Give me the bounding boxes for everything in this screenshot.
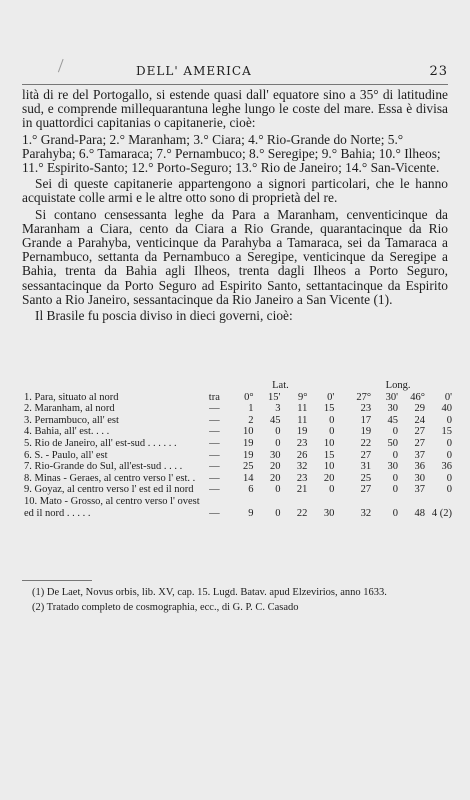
coordinate-value: 10 <box>323 461 335 473</box>
paragraph: Sei di queste capitanerie appartengono a signori particolari, che le hanno acquistate colle armi e le altre otto sono di proprietà del re. <box>22 176 448 206</box>
coordinate-value: 10 <box>243 426 254 438</box>
government-name: 5. Rio de Janeiro, all' est-sud . . . . . . <box>24 437 177 449</box>
coordinate-value: 4 (2) <box>431 507 452 519</box>
column-gap <box>334 426 344 438</box>
column-gap <box>334 403 344 415</box>
table-row <box>22 426 452 438</box>
coordinate-value: 23 <box>296 437 308 449</box>
column-gap <box>334 461 344 473</box>
body-text <box>22 88 448 325</box>
direction-cell: — <box>209 472 220 484</box>
table-header-row <box>22 380 452 392</box>
column-gap <box>334 450 344 462</box>
coordinate-value: 27 <box>414 437 425 449</box>
footnote: (2) Tratado completo de cosmographia, ecc., di G. P. C. Casado <box>32 602 299 613</box>
coordinate-value: 30' <box>385 391 398 403</box>
coordinate-value: 29 <box>414 403 425 415</box>
paragraph: lità di re del Portogallo, si estende quasi dall' equatore sino a 35° di latitudine sud, e comprende millequarantuna leghe lungo le coste del mare. Essa è divisa in quattordici capitanias o capitanerie, cioè: <box>22 87 448 131</box>
coordinate-value: 9 <box>248 507 254 519</box>
table-row <box>22 403 452 415</box>
coordinate-value: 11 <box>297 414 308 426</box>
coordinate-value: 0 <box>329 414 335 426</box>
coordinate-value: 31 <box>360 461 372 473</box>
coordinate-value: 0 <box>446 449 452 461</box>
government-name: 9. Goyaz, al centro verso l' est ed il nord <box>24 484 194 496</box>
coordinate-value: 48 <box>414 507 425 519</box>
coordinate-value: 0 <box>446 472 452 484</box>
coordinate-value: 0 <box>392 426 398 438</box>
footnotes <box>22 586 448 616</box>
coordinate-value: 2 <box>248 414 254 426</box>
government-name: 8. Minas - Geraes, al centro verso l' est. . <box>24 472 196 484</box>
coordinate-value: 22 <box>360 437 372 449</box>
coordinate-value: 30 <box>414 472 425 484</box>
coordinate-value: 0 <box>446 414 452 426</box>
coordinate-value: 3 <box>275 403 281 415</box>
coordinate-value: 24 <box>414 414 425 426</box>
table-row <box>22 415 452 427</box>
long-header: Long. <box>385 380 411 391</box>
coordinate-value: 50 <box>387 437 398 449</box>
direction-cell: — <box>209 484 220 496</box>
coordinate-value: 19 <box>243 449 254 461</box>
coordinate-value: 0' <box>327 391 335 403</box>
coordinate-value: 23 <box>360 403 372 415</box>
coordinate-value: 15 <box>441 426 452 438</box>
table-row <box>22 484 452 496</box>
direction-cell: — <box>209 461 220 473</box>
coordinate-value: 17 <box>360 414 372 426</box>
coordinate-value: 19 <box>296 426 308 438</box>
column-gap <box>334 415 344 427</box>
coordinate-value: 0 <box>392 484 398 496</box>
direction-cell: — <box>209 426 220 438</box>
direction-cell: — <box>209 414 220 426</box>
coordinate-value: 1 <box>248 403 254 415</box>
direction-cell: — <box>209 449 220 461</box>
coordinate-value: 37 <box>414 484 425 496</box>
government-name: 4. Bahia, all' est. . . . <box>24 426 110 438</box>
paragraph: Si contano censessanta leghe da Para a Maranham, cenventicinque da Maranham a Ciara, cento da Ciara a Rio Grande, quarantacinque da Rio Grande a Parahyba, venticinque da Parahyba a Tamaraca, sei da Tamaraca a Pernambuco, settanta da Pernambuco a Seregipe, venticinque da Seregipe a Bahia, trenta da Bahia agli Ilheos, trenta dagli Ilheos a Porto Seguro, sessantacinque da Porto Seguro ad Espirito Santo, settantacinque da Espirito Santo a Rio Janeiro, sessantacinque da Rio Janeiro a San Vicente (1). <box>22 206 448 307</box>
coordinate-value: 26 <box>296 449 308 461</box>
column-gap <box>334 473 344 485</box>
table-body <box>22 392 452 520</box>
coordinate-value: 0 <box>446 437 452 449</box>
government-name: 6. S. - Paulo, all' est <box>24 449 108 461</box>
coordinate-value: 36 <box>441 461 452 473</box>
coordinate-value: 27 <box>414 426 425 438</box>
coordinate-value: 27 <box>360 484 372 496</box>
coordinate-value: 30 <box>323 507 335 519</box>
coordinate-value: 45 <box>269 414 281 426</box>
coordinate-value: 32 <box>360 507 372 519</box>
table-row <box>22 438 452 450</box>
coordinate-value: 25 <box>360 472 372 484</box>
direction-cell: — <box>209 403 220 415</box>
column-gap <box>334 438 344 450</box>
coordinate-value: 11 <box>297 403 308 415</box>
coordinate-value: 0 <box>392 472 398 484</box>
coordinate-value: 22 <box>296 507 308 519</box>
coordinate-value: 30 <box>387 403 398 415</box>
column-gap <box>334 392 344 404</box>
paragraph: Il Brasile fu poscia diviso in dieci governi, cioè: <box>35 308 293 324</box>
coordinate-value: 27° <box>356 391 372 403</box>
coordinate-value: 0 <box>446 484 452 496</box>
coordinate-value: 27 <box>360 449 372 461</box>
coordinate-value: 19 <box>243 437 254 449</box>
coordinate-value: 10 <box>323 437 335 449</box>
coordinate-value: 15 <box>323 403 335 415</box>
column-gap <box>334 496 344 519</box>
government-name: 7. Rio-Grande do Sul, all'est-sud . . . . <box>24 461 183 473</box>
coordinate-value: 45 <box>387 414 398 426</box>
direction-cell: tra <box>208 391 220 403</box>
coordinate-value: 15 <box>323 449 335 461</box>
page-number: 23 <box>429 64 448 79</box>
coordinate-value: 23 <box>296 472 308 484</box>
coordinate-value: 0 <box>392 507 398 519</box>
government-name: 1. Para, situato al nord <box>24 391 119 403</box>
page-header <box>22 64 448 82</box>
table-row <box>22 450 452 462</box>
coordinate-value: 0 <box>392 449 398 461</box>
coordinate-value: 19 <box>360 426 372 438</box>
coordinate-value: 46° <box>410 391 425 403</box>
table-row <box>22 473 452 485</box>
coordinate-value: 40 <box>441 403 452 415</box>
header-rule <box>22 84 448 85</box>
coordinate-value: 6 <box>248 484 254 496</box>
coordinate-value: 36 <box>414 461 425 473</box>
coordinate-value: 20 <box>269 472 281 484</box>
government-name: 3. Pernambuco, all' est <box>24 414 119 426</box>
coordinate-value: 0 <box>329 426 335 438</box>
running-title: DELL' AMERICA <box>136 64 252 78</box>
coordinate-value: 15' <box>268 391 281 403</box>
coordinate-value: 0' <box>444 391 452 403</box>
coordinate-value: 14 <box>243 472 254 484</box>
coordinate-value: 30 <box>269 449 281 461</box>
coordinate-value: 20 <box>269 461 281 473</box>
capitanias-list: 1.° Grand-Para; 2.° Maranham; 3.° Ciara; 4.° Rio-Grande do Norte; 5.° Parahyba; 6.° Tamaraca; 7.° Pernambuco; 8.° Seregipe; 9.° Bahia; 10.° Ilheos; 11.° Espirito-Santo; 12.° Porto-Seguro; 13.° Rio de Janeiro; 14.° San-Vicente. <box>22 131 441 176</box>
government-name: 10. Mato - Grosso, al centro verso l' ovest ed il nord . . . . . <box>24 495 200 519</box>
footnote-rule <box>22 580 92 581</box>
coordinate-value: 32 <box>296 461 308 473</box>
table-row <box>22 392 452 404</box>
coordinate-value: 21 <box>296 484 308 496</box>
coordinate-value: 30 <box>387 461 398 473</box>
table-row <box>22 496 452 519</box>
direction-cell: — <box>209 507 220 519</box>
coordinate-value: 9° <box>297 391 308 403</box>
coordinate-value: 25 <box>243 461 254 473</box>
coordinate-value: 0 <box>275 426 281 438</box>
table-row <box>22 461 452 473</box>
coordinate-value: 20 <box>323 472 335 484</box>
coordinate-value: 0 <box>275 507 281 519</box>
coordinate-value: 37 <box>414 449 425 461</box>
coordinate-value: 0° <box>244 391 254 403</box>
footnote: (1) De Laet, Novus orbis, lib. XV, cap. 15. Lugd. Batav. apud Elzevirios, anno 1633. <box>32 587 387 598</box>
coordinate-value: 0 <box>275 437 281 449</box>
column-gap <box>334 484 344 496</box>
governments-table <box>22 380 452 519</box>
coordinate-value: 0 <box>329 484 335 496</box>
direction-cell: — <box>209 437 220 449</box>
lat-header: Lat. <box>272 380 289 391</box>
government-name: 2. Maranham, al nord <box>24 403 115 415</box>
coordinate-value: 0 <box>275 484 281 496</box>
